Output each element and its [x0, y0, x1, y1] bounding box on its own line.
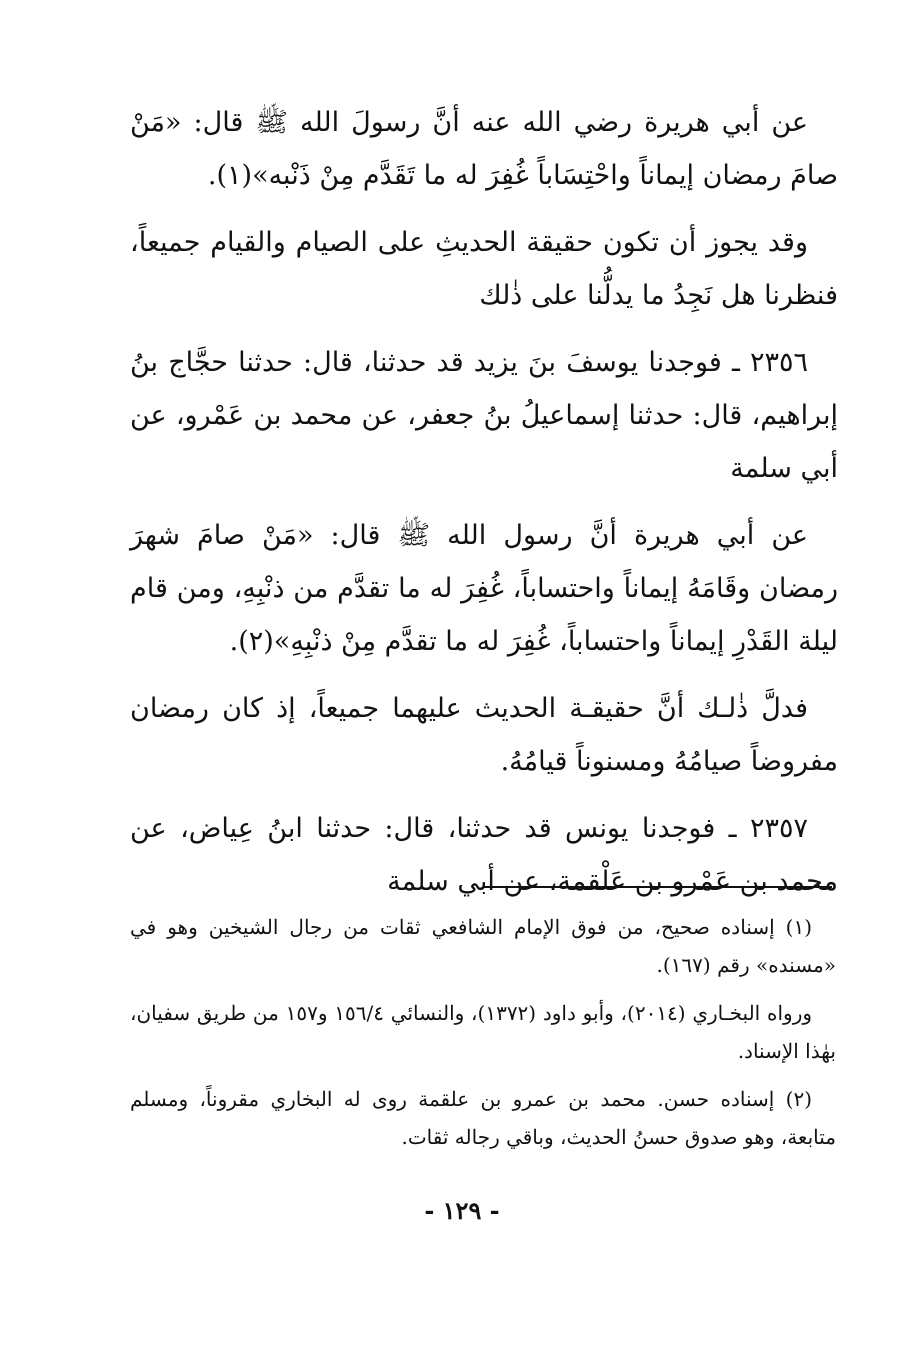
paragraph-commentary-1: وقد يجوز أن تكون حقيقة الحديثِ على الصيام والقيام جميعاً، فنظرنا هل نَجِدُ ما يدلُّنا على ذٰلك	[130, 227, 838, 311]
footnote-1-continued: ورواه البخـاري (٢٠١٤)، وأبو داود (١٣٧٢)، والنسائي ١٥٦/٤ و١٥٧ من طريق سفيان، بهٰذا الإسناد.	[130, 1001, 836, 1063]
paragraph-commentary-2: فدلَّ ذٰلـك أنَّ حقيقـة الحديث عليهما جميعاً، إذ كان رمضان مفروضاً صيامُهُ ومسنوناً قيامُهُ.	[130, 693, 838, 777]
footnote-2: (٢) إسناده حسن. محمد بن عمرو بن علقمة روى له البخاري مقروناً، ومسلم متابعة، وهو صدوق حسنُ الحديث، وباقي رجاله ثقات.	[130, 1087, 836, 1149]
paragraph-hadith-1: عن أبي هريرة رضي الله عنه أنَّ رسولَ الله ﷺ قال: «مَنْ صامَ رمضان إيماناً واحْتِسَاباً غُفِرَ له ما تَقَدَّم مِنْ ذَنْبه»(١).	[130, 107, 838, 191]
paragraph-hadith-2: عن أبي هريرة أنَّ رسول الله ﷺ قال: «مَنْ صامَ شهرَ رمضان وقَامَهُ إيماناً واحتساباً، غُفِرَ له ما تقدَّم من ذنْبِهِ، ومن قام ليلة القَدْرِ إيماناً واحتساباً، غُفِرَ له ما تقدَّم مِنْ ذنْبِهِ»(٢).	[130, 520, 838, 657]
main-text	[130, 96, 838, 922]
paragraph-isnad-2356: ٢٣٥٦ ـ فوجدنا يوسفَ بنَ يزيد قد حدثنا، قال: حدثنا حجَّاج بنُ إبراهيم، قال: حدثنا إسماعيلُ بنُ جعفر، عن محمد بن عَمْرو، عن أبي سلمة	[130, 347, 838, 484]
footnotes	[130, 908, 836, 1166]
page-number: - ١٢٩ -	[424, 1196, 500, 1225]
paragraph-isnad-2357: ٢٣٥٧ ـ فوجدنا يونس قد حدثنا، قال: حدثنا ابنُ عِياض، عن محمد بن عَمْرو بن عَلْقمة، عن أبي سلمة	[130, 813, 838, 897]
footnote-divider	[484, 886, 832, 888]
footnote-1: (١) إسناده صحيح، من فوق الإمام الشافعي ثقات من رجال الشيخين وهو في «مسنده» رقم (١٦٧).	[130, 915, 836, 977]
